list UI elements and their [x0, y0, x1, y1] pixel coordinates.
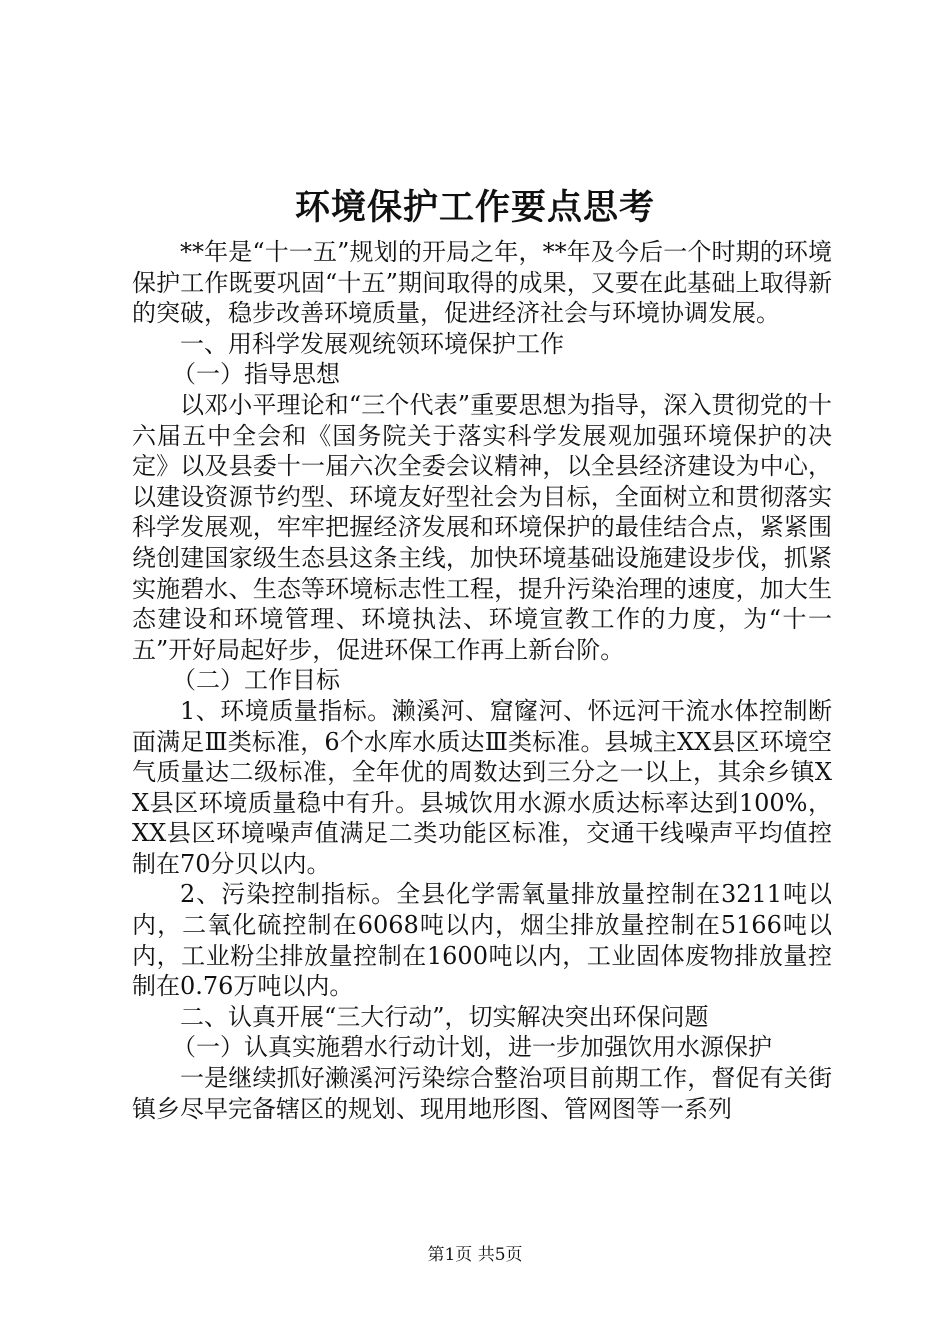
subsection-heading-2-1: （一）认真实施碧水行动计划，进一步加强饮用水源保护	[172, 1033, 772, 1062]
water-protection-paragraph: 一是继续抓好濑溪河污染综合整治项目前期工作，督促有关街镇乡尽早完备辖区的规划、现用地形图、管网图等一系列	[132, 1064, 832, 1123]
subsection-heading-1-2: （二）工作目标	[172, 666, 340, 695]
page-footer: 第1页 共5页	[427, 1245, 523, 1265]
guiding-ideology-paragraph: 以邓小平理论和“三个代表”重要思想为指导，深入贯彻党的十六届五中全会和《国务院关于落实科学发展观加强环境保护的决定》以及县委十一届六次全委会议精神，以全县经济建设为中心，以建设资源节约型、环境友好型社会为目标，全面树立和贯彻落实科学发展观，牢牢把握经济发展和环境保护的最佳结合点，紧紧围绕创建国家级生态县这条主线，加快环境基础设施建设步伐，抓紧实施碧水、生态等环境标志性工程，提升污染治理的速度，加大生态建设和环境管理、环境执法、环境宣教工作的力度，为“十一五”开好局起好步，促进环保工作再上新台阶。	[132, 390, 832, 664]
document-title: 环境保护工作要点思考	[294, 188, 655, 228]
pollution-control-paragraph: 2、污染控制指标。全县化学需氧量排放量控制在3211吨以内，二氧化硫控制在6068吨以内，烟尘排放量控制在5166吨以内，工业粉尘排放量控制在1600吨以内，工业固体废物排放量控制在0.76万吨以内。	[132, 880, 832, 1001]
subsection-heading-1-1: （一）指导思想	[172, 360, 340, 389]
environment-quality-paragraph: 1、环境质量指标。濑溪河、窟窿河、怀远河干流水体控制断面满足Ⅲ类标准，6个水库水质达Ⅲ类标准。县城主XX县区环境空气质量达二级标准，全年优的周数达到三分之一以上，其余乡镇XX县区环境质量稳中有升。县城饮用水源水质达标率达到100%，XX县区环境噪声值满足二类功能区标准，交通干线噪声平均值控制在70分贝以内。	[132, 696, 832, 878]
section-heading-2: 二、认真开展“三大行动”，切实解决突出环保问题	[180, 1002, 709, 1031]
section-heading-1: 一、用科学发展观统领环境保护工作	[180, 329, 564, 358]
intro-paragraph: **年是“十一五”规划的开局之年，**年及今后一个时期的环境保护工作既要巩固“十五”期间取得的成果，又要在此基础上取得新的突破，稳步改善环境质量，促进经济社会与环境协调发展。	[132, 238, 832, 328]
document-body	[132, 237, 832, 1124]
